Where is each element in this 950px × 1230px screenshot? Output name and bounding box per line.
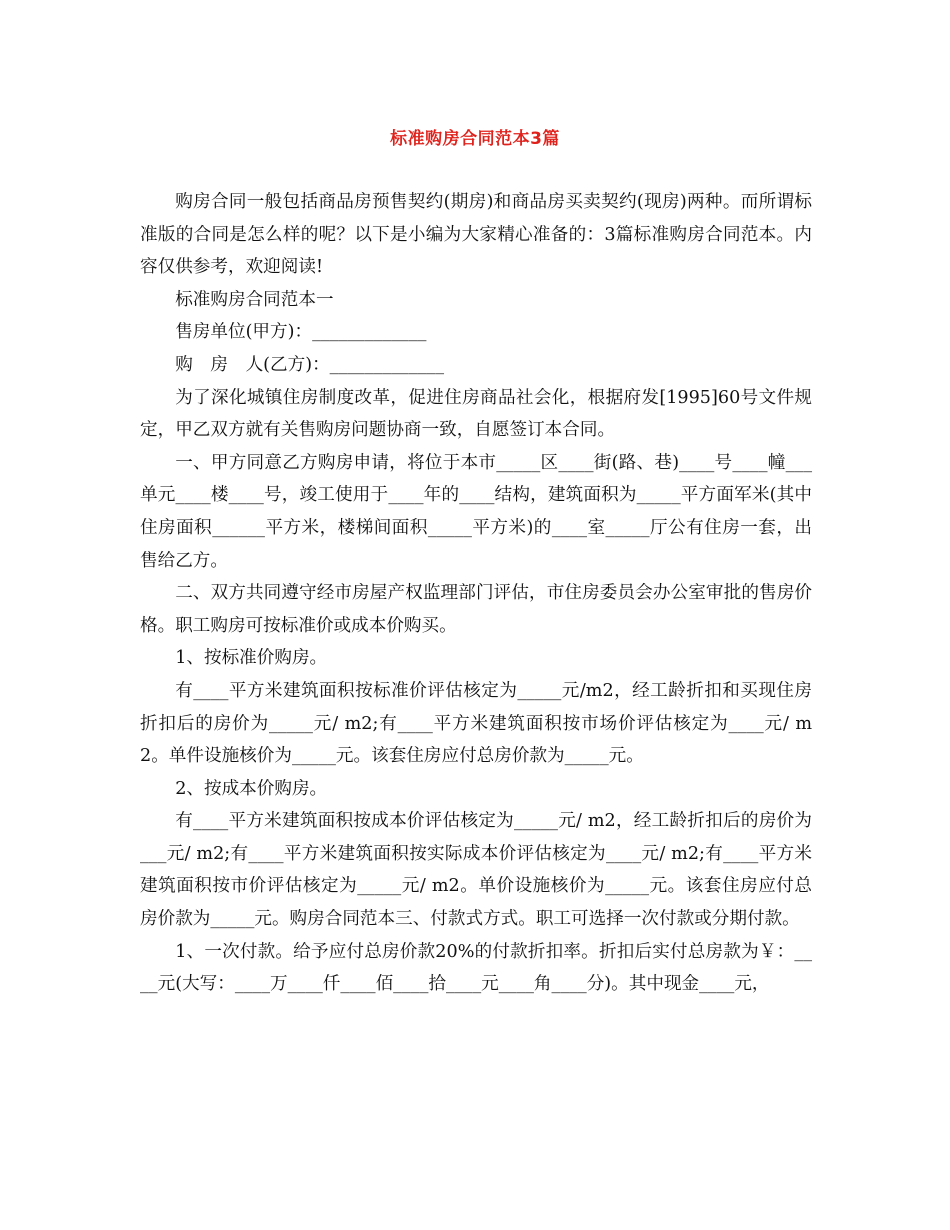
document-body xyxy=(140,186,812,1001)
paragraph-intro: 购房合同一般包括商品房预售契约(期房)和商品房买卖契约(现房)两种。而所谓标准版的合同是怎么样的呢？以下是小编为大家精心准备的：3篇标准购房合同范本。内容仅供参考，欢迎阅读! xyxy=(140,192,812,278)
seller-line: 售房单位(甲方)：_____________ xyxy=(175,322,427,343)
paragraph-one-time-payment: 1、一次付款。给予应付总房价款20%的付款折扣率。折扣后实付总房款为￥：____元(大写：____万____仟____佰____拾____元____角____分)。其中现金____元， xyxy=(140,941,812,995)
paragraph-preamble: 为了深化城镇住房制度改革，促进住房商品社会化，根据府发[1995]60号文件规定，甲乙双方就有关售购房问题协商一致，自愿签订本合同。 xyxy=(140,387,812,441)
paragraph-standard-price-detail: 有____平方米建筑面积按标准价评估核定为_____元/m2，经工龄折扣和买现住房折扣后的房价为_____元/ m2;有____平方米建筑面积按市场价评估核定为____元/ m2。单件设施核价为_____元。该套住房应付总房价款为_____元。 xyxy=(140,680,812,767)
clause-two: 二、双方共同遵守经市房屋产权监理部门评估，市住房委员会办公室审批的售房价格。职工购房可按标准价或成本价购买。 xyxy=(140,583,812,636)
subclause-standard-price: 1、按标准价购房。 xyxy=(175,648,328,669)
section-heading: 标准购房合同范本一 xyxy=(175,289,334,310)
clause-one: 一、甲方同意乙方购房申请，将位于本市_____区____街(路、巷)____号____幢___单元____楼____号，竣工使用于____年的____结构，建筑面积为_____平方面军米(其中住房面积______平方米，楼梯间面积_____平方米)的____室_____厅公有住房一套，出售给乙方。 xyxy=(140,452,812,571)
subclause-cost-price: 2、按成本价购房。 xyxy=(175,778,328,799)
buyer-line: 购 房 人(乙方)：_____________ xyxy=(175,354,445,375)
paragraph-cost-price-detail: 有____平方米建筑面积按成本价评估核定为_____元/ m2，经工龄折扣后的房价为___元/ m2;有____平方米建筑面积按实际成本价评估核定为____元/ m2;有____平方米建筑面积按市价评估核定为_____元/ m2。单价设施核价为_____元。该套住房应付总房价款为_____元。购房合同范本三、付款式方式。职工可选择一次付款或分期付款。 xyxy=(140,811,812,930)
document-title: 标准购房合同范本3篇 xyxy=(390,129,560,149)
